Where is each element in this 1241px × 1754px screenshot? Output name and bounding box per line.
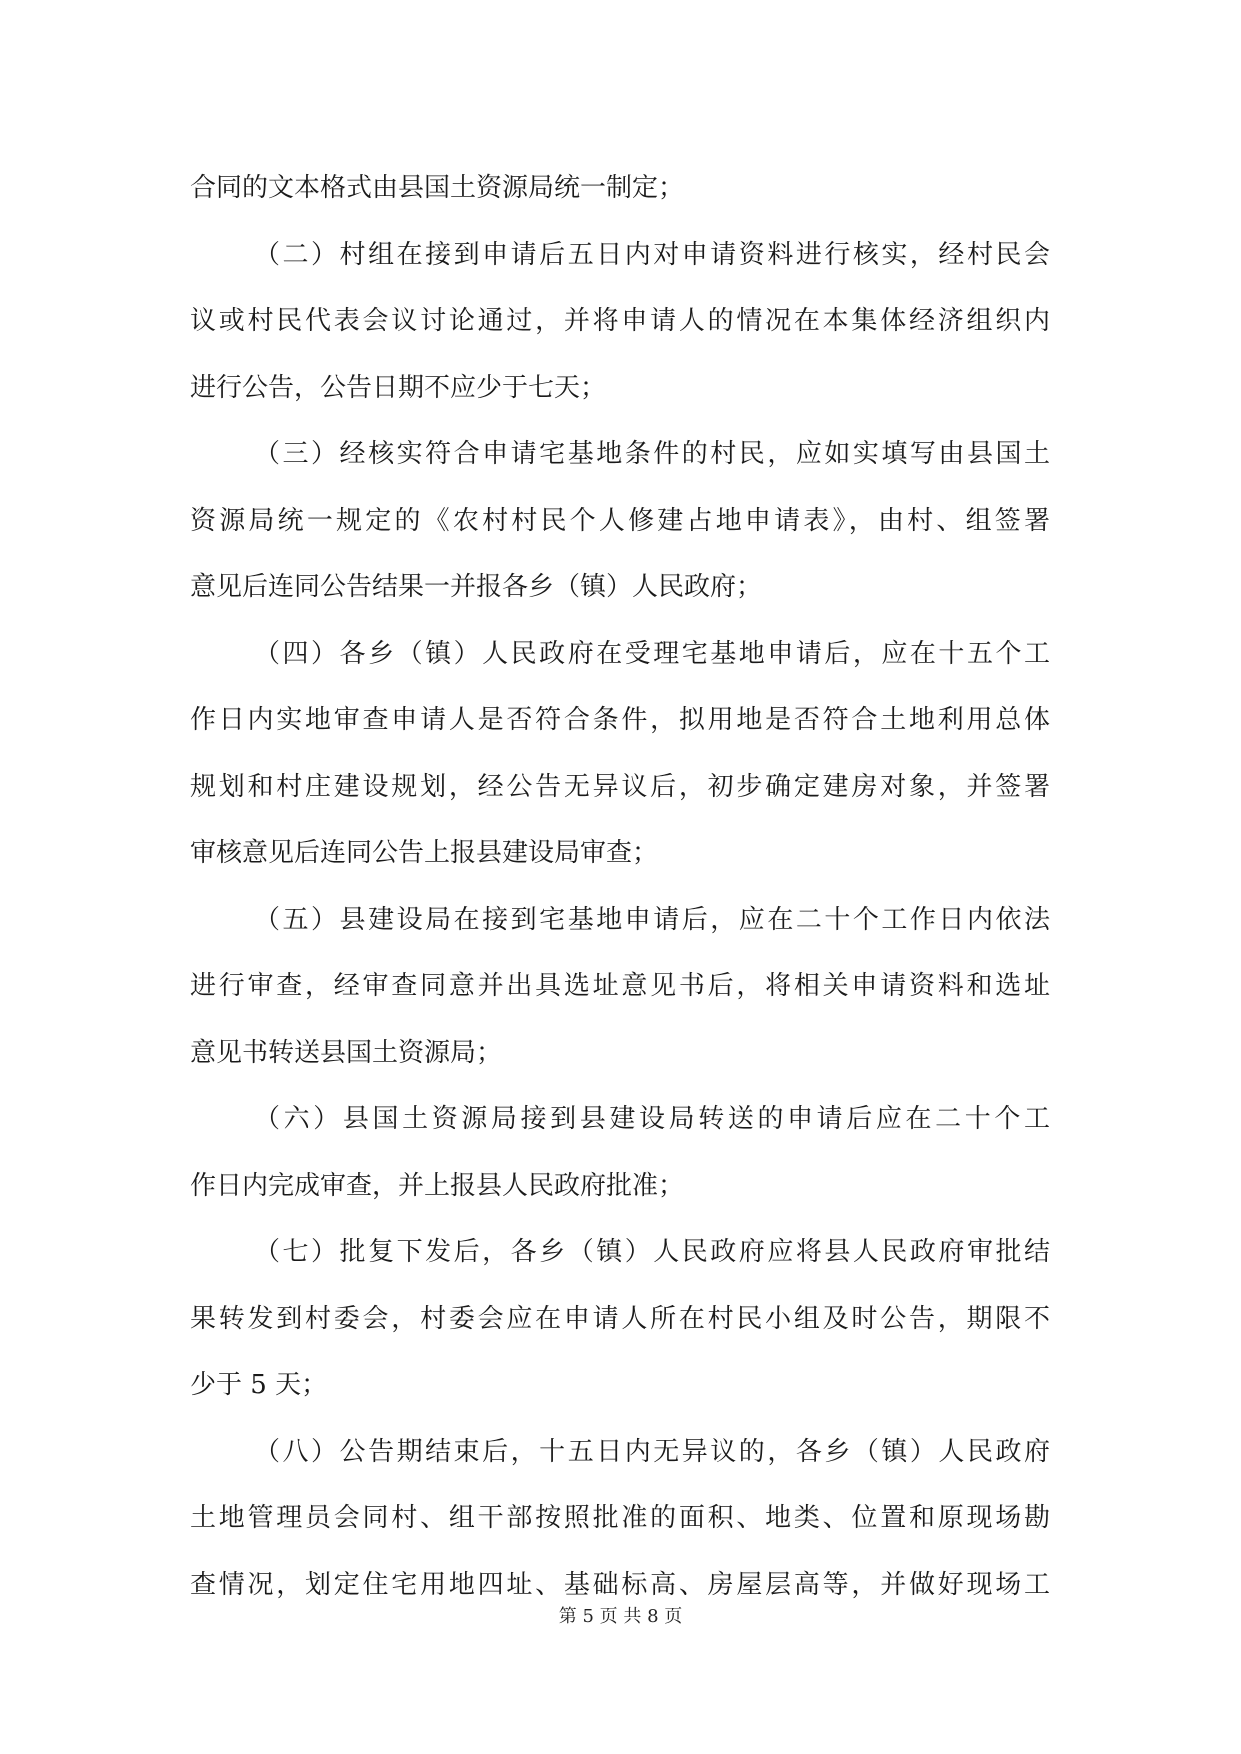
text-line: 资源局统一规定的《农村村民个人修建占地申请表》，由村、组签署 (190, 505, 1050, 536)
text-line: （六）县国土资源局接到县建设局转送的申请后应在二十个工 (254, 1104, 1050, 1134)
text-line: 查情况，划定住宅用地四址、基础标高、房屋层高等，并做好现场工 (190, 1569, 1050, 1600)
text-line: 进行公告，公告日期不应少于七天； (190, 372, 607, 403)
text-line: 果转发到村委会，村委会应在申请人所在村民小组及时公告，期限不 (190, 1303, 1050, 1334)
text-line: 规划和村庄建设规划，经公告无异议后，初步确定建房对象，并签署 (190, 771, 1050, 802)
text-line: （二）村组在接到申请后五日内对申请资料进行核实，经村民会 (254, 239, 1050, 270)
text-line: 作日内实地审查申请人是否符合条件，拟用地是否符合土地利用总体 (190, 705, 1050, 735)
text-line: 审核意见后连同公告上报县建设局审查； (190, 838, 659, 868)
text-line: （八）公告期结束后，十五日内无异议的，各乡（镇）人民政府 (254, 1436, 1050, 1467)
text-line: 议或村民代表会议讨论通过，并将申请人的情况在本集体经济组织内 (190, 306, 1050, 336)
page-footer: 第 5 页 共 8 页 (558, 1606, 683, 1627)
text-line: 合同的文本格式由县国土资源局统一制定； (190, 173, 685, 203)
text-line: （四）各乡（镇）人民政府在受理宅基地申请后，应在十五个工 (254, 638, 1050, 669)
text-line: 进行审查，经审查同意并出具选址意见书后，将相关申请资料和选址 (190, 971, 1050, 1001)
text-line: 少于 5 天； (190, 1370, 328, 1400)
text-line: （七）批复下发后，各乡（镇）人民政府应将县人民政府审批结 (254, 1237, 1050, 1267)
text-line: 意见后连同公告结果一并报各乡（镇）人民政府； (190, 572, 763, 602)
text-line: 土地管理员会同村、组干部按照批准的面积、地类、位置和原现场勘 (190, 1503, 1050, 1533)
text-line: 意见书转送县国土资源局； (190, 1037, 503, 1068)
text-line: （三）经核实符合申请宅基地条件的村民，应如实填写由县国土 (254, 439, 1050, 469)
body-text (190, 155, 1050, 1618)
text-line: 作日内完成审查，并上报县人民政府批准； (190, 1170, 685, 1201)
text-line: （五）县建设局在接到宅基地申请后，应在二十个工作日内依法 (254, 904, 1050, 935)
